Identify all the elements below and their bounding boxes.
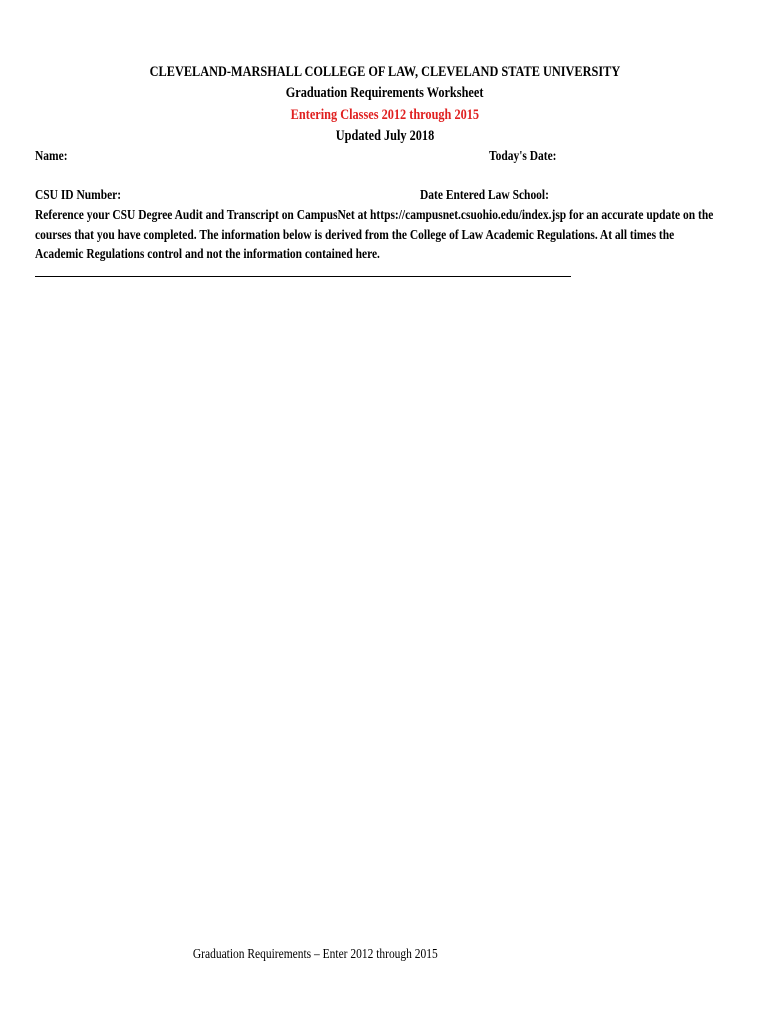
updated-date-text: Updated July 2018 <box>335 128 435 144</box>
institution-heading <box>0 63 770 81</box>
updated-date <box>0 127 770 145</box>
entering-classes-subtitle <box>0 106 770 124</box>
csu-id-label: CSU ID Number: <box>35 188 122 203</box>
worksheet-title-text: Graduation Requirements Worksheet <box>286 85 484 101</box>
todays-date-label: Today's Date: <box>489 149 557 164</box>
institution-heading-text: CLEVELAND-MARSHALL COLLEGE OF LAW, CLEVELAND STATE UNIVERSITY <box>149 64 621 80</box>
separator-rule <box>35 276 571 277</box>
date-entered-label: Date Entered Law School: <box>420 188 549 203</box>
name-label: Name: <box>35 149 68 164</box>
reference-paragraph: Reference your CSU Degree Audit and Transcript on CampusNet at https://campusnet.csuohio.edu/index.jsp for an accurate update on the courses that you have completed. The information below is derived from the College of Law Academic Regulations. At all times the Academic Regulations control and not the information contained here. <box>35 208 714 262</box>
entering-classes-subtitle-text: Entering Classes 2012 through 2015 <box>290 107 480 123</box>
page-footer-text: Graduation Requirements – Enter 2012 through 2015 <box>192 947 438 962</box>
worksheet-title <box>0 84 770 102</box>
page-footer <box>0 946 630 963</box>
